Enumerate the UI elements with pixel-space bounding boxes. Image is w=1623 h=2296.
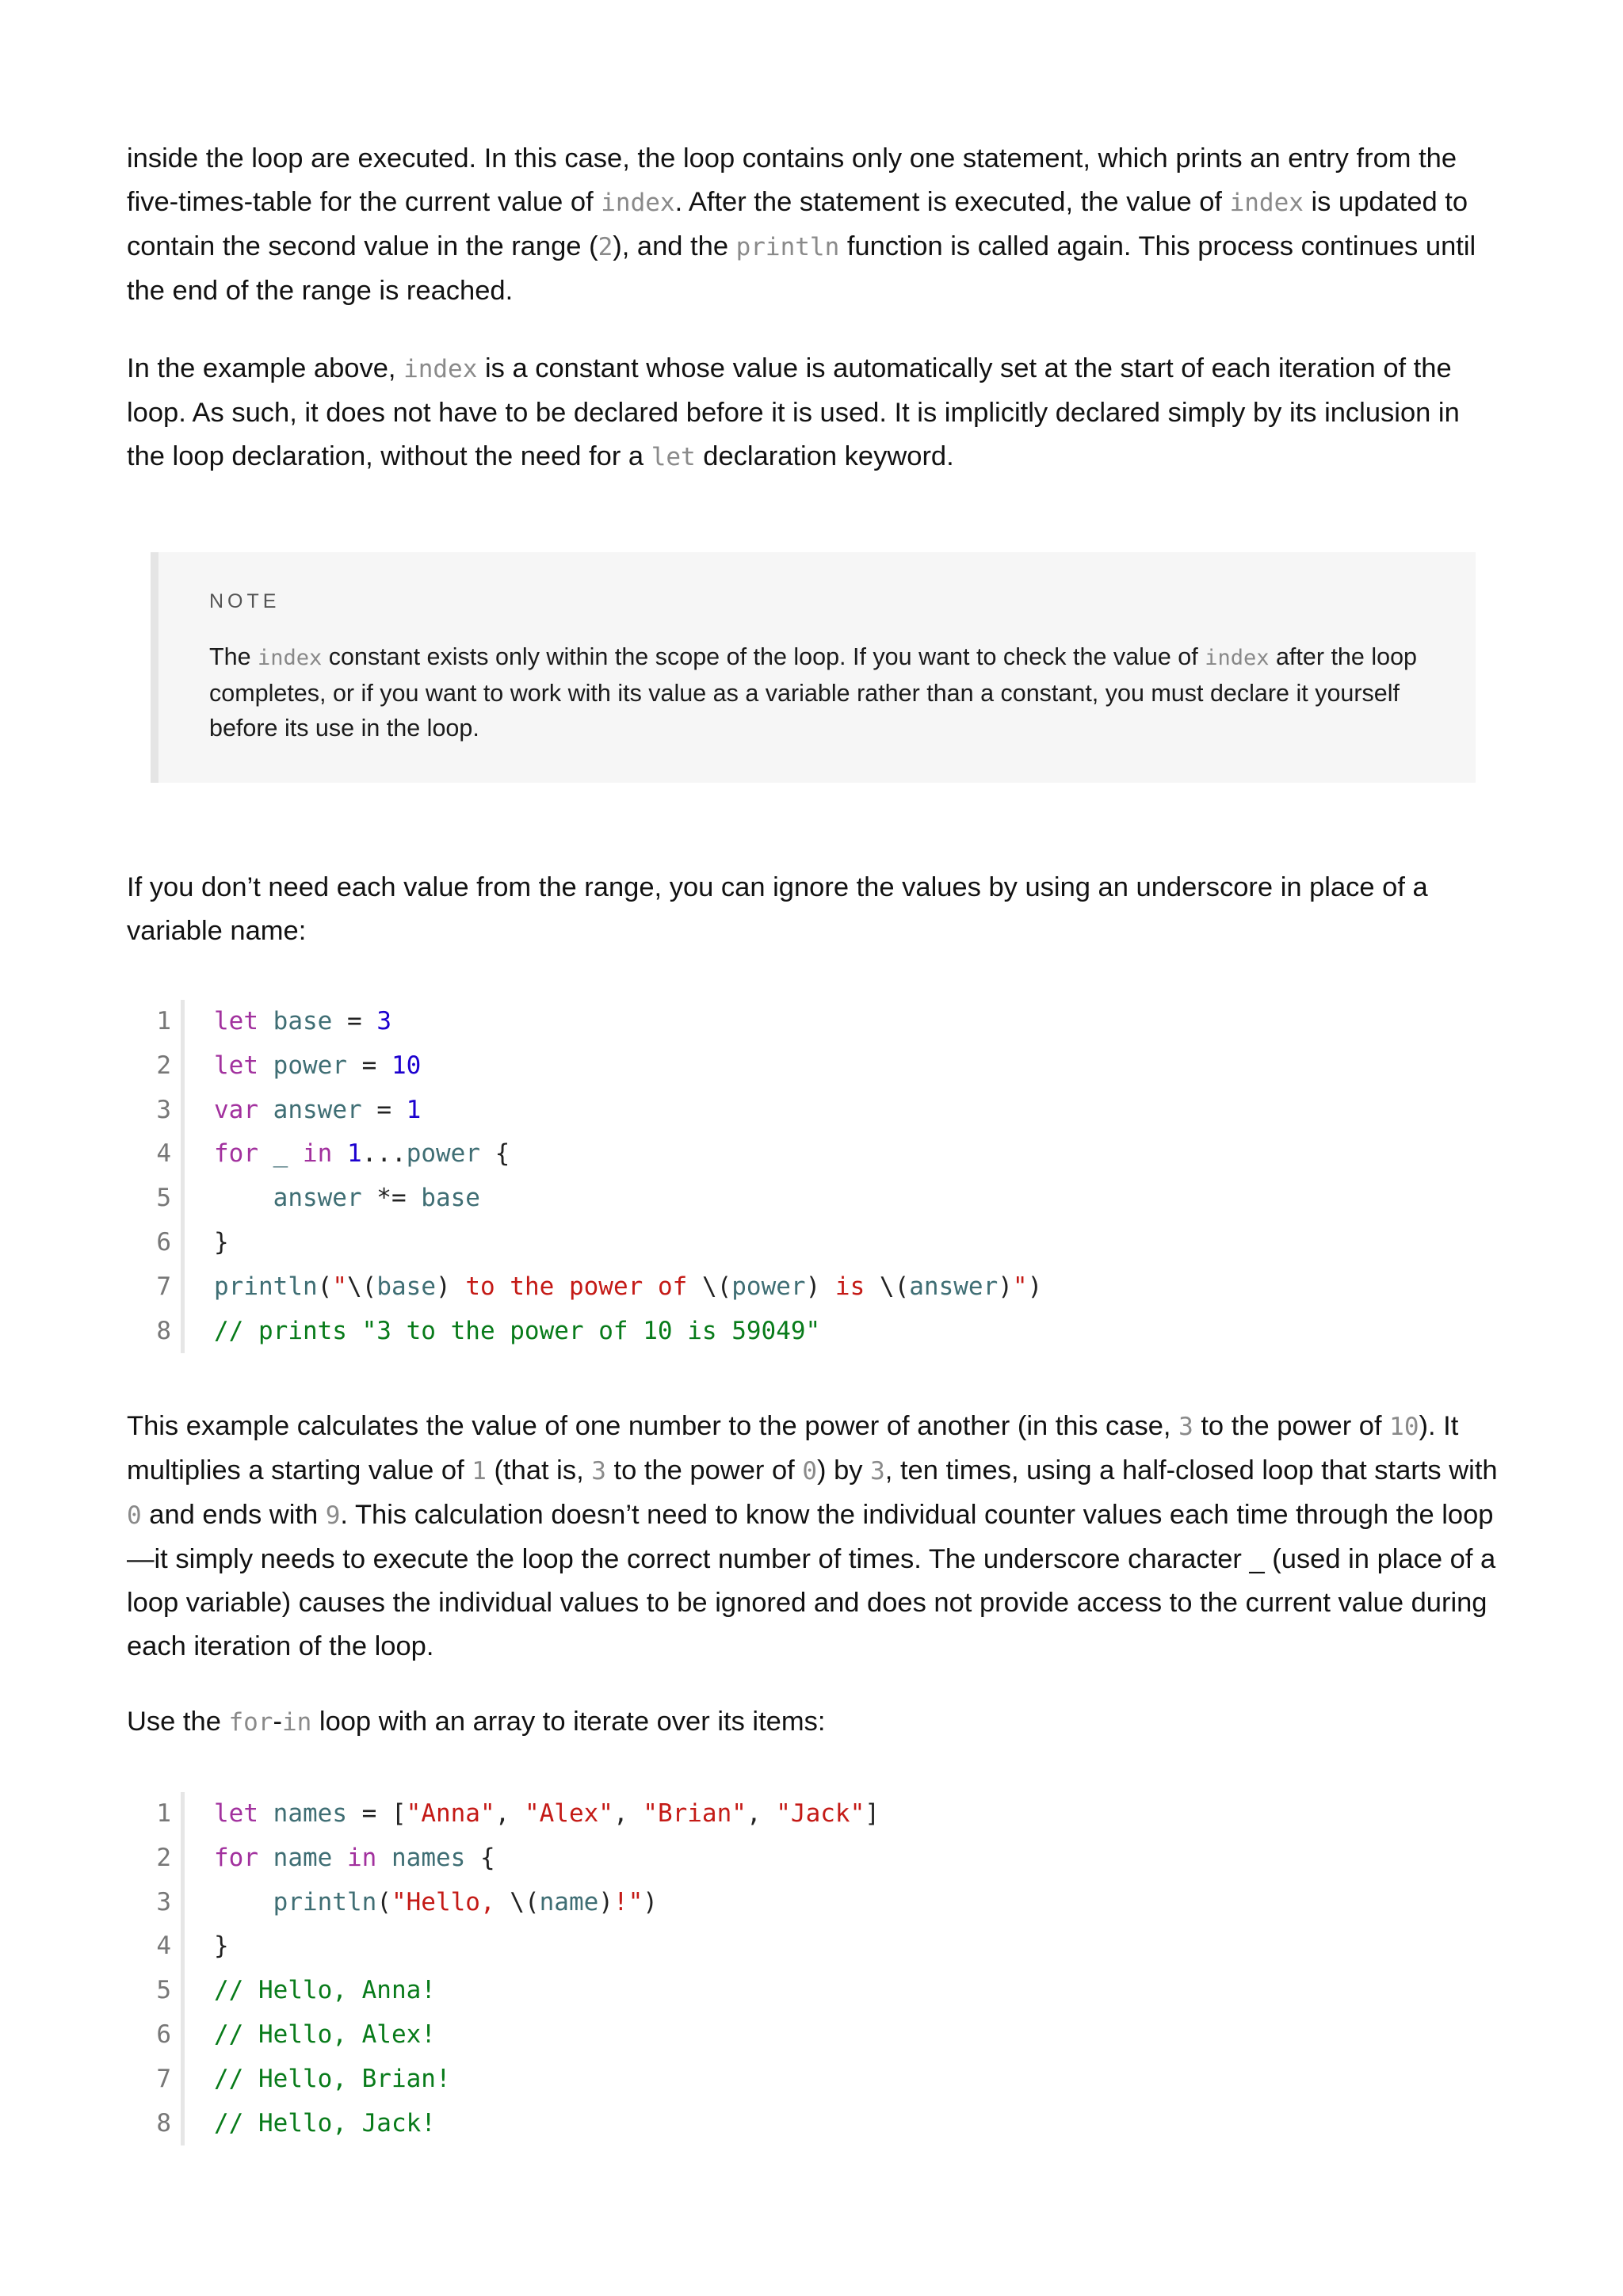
token (258, 1139, 273, 1168)
text: inside the loop are executed. In this case, the loop contains only one statement, which prints an entry from the five-times-table for the current value of (127, 143, 1457, 217)
token: ) (805, 1272, 821, 1301)
line-number: 7 (156, 2064, 171, 2093)
token (258, 1096, 273, 1124)
token: } (214, 1227, 229, 1257)
token: ( (376, 1887, 391, 1917)
text: loop with an array to iterate over its items: (311, 1707, 826, 1737)
inline-code: index (601, 189, 675, 217)
code-line (127, 1132, 1236, 1177)
code-line (127, 1881, 1236, 1925)
note-box (151, 552, 1476, 783)
token: { (465, 1843, 495, 1872)
code-line (127, 1310, 1236, 1354)
inline-code: index (403, 355, 478, 383)
line-number: 1 (156, 1007, 171, 1035)
inline-code: 9 (325, 1501, 341, 1530)
line-number: 2 (156, 1051, 171, 1080)
code-text (214, 2102, 436, 2146)
paragraph-index-constant (127, 347, 1498, 479)
token: ( (317, 1272, 333, 1301)
code-line (127, 1969, 1236, 2013)
code-line (127, 1265, 1236, 1310)
token: \( (510, 1887, 540, 1917)
token: base (421, 1184, 480, 1213)
token: = (347, 1051, 391, 1080)
inline-code: let (651, 443, 696, 471)
inline-code: index (1205, 646, 1270, 670)
token: "Hello, (391, 1887, 510, 1917)
token: \( (701, 1272, 732, 1301)
line-number: 2 (156, 1843, 171, 1872)
text: . This calculation doesn’t need to know the individual counter values each time through the loop—it simply needs to execute the loop the correct number of times. The underscore character _ (used in place of a loop variable) causes the individual values to be ignored and does not provide access to the current value during each iteration of the loop. (127, 1500, 1496, 1661)
inline-code: 1 (472, 1457, 487, 1486)
inline-code: index (258, 646, 323, 670)
token (258, 1844, 273, 1872)
text: constant exists only within the scope of the loop. If you want to check the value of (322, 643, 1205, 670)
token: "Brian" (643, 1799, 747, 1828)
text: and ends with (141, 1500, 326, 1530)
token: { (480, 1139, 510, 1169)
line-number: 8 (156, 2108, 171, 2138)
token: for (214, 1139, 258, 1169)
code-text (214, 1265, 1042, 1310)
inline-code: println (735, 233, 840, 261)
token: answer (909, 1272, 999, 1301)
token: println (214, 1272, 318, 1301)
token: in (303, 1139, 333, 1169)
token: = (361, 1095, 407, 1124)
code-text (214, 1177, 480, 1221)
paragraph-underscore-intro (127, 866, 1498, 953)
token: \( (347, 1272, 377, 1301)
token: to the power of (450, 1272, 702, 1301)
text: to the power of (605, 1455, 803, 1486)
token: base (376, 1272, 436, 1301)
code-line (127, 1089, 1236, 1133)
token: "Anna" (406, 1799, 495, 1828)
token: let (214, 1051, 258, 1080)
token: answer (273, 1184, 362, 1213)
token: // Hello, Anna! (214, 1976, 436, 2005)
line-number: 6 (156, 1227, 171, 1257)
inline-code: 3 (870, 1457, 885, 1486)
code-line (127, 1836, 1236, 1881)
token: let (214, 1007, 258, 1035)
token: _ (273, 1139, 288, 1169)
text: . After the statement is executed, the value of (674, 187, 1230, 217)
token: , (613, 1799, 643, 1828)
paragraph-power-explanation (127, 1405, 1498, 1669)
code-line (127, 2102, 1236, 2146)
text: , ten times, using a half-closed loop that starts with (884, 1455, 1498, 1486)
line-number: 4 (156, 1139, 171, 1169)
inline-code: 3 (591, 1457, 606, 1486)
text: If you don’t need each value from the range, you can ignore the values by using an underscore in place of a variable name: (127, 872, 1428, 946)
token: is (820, 1272, 880, 1301)
text: ). It multiplies a starting value of (127, 1411, 1459, 1486)
token (214, 1888, 273, 1917)
token (376, 1844, 391, 1872)
line-number: 5 (156, 1184, 171, 1213)
code-text (214, 1969, 436, 2013)
inline-code: 0 (802, 1457, 818, 1486)
code-text (214, 1132, 510, 1177)
token: !" (613, 1887, 643, 1917)
token: power (731, 1272, 806, 1301)
token: 1 (347, 1139, 362, 1169)
token: answer (273, 1095, 362, 1124)
token: ... (361, 1139, 407, 1169)
code-text (214, 1221, 229, 1265)
token (214, 1184, 273, 1212)
text: declaration keyword. (695, 441, 954, 471)
text: ) by (817, 1455, 871, 1486)
paragraph-for-in-array (127, 1700, 1498, 1745)
token: } (214, 1932, 229, 1961)
token: // Hello, Alex! (214, 2019, 436, 2049)
code-block-power (127, 1000, 1236, 1353)
line-number: 4 (156, 1932, 171, 1961)
code-text (214, 1000, 391, 1044)
token: " (332, 1272, 347, 1301)
token: power (406, 1139, 481, 1169)
line-number: 7 (156, 1272, 171, 1301)
code-text (214, 1792, 880, 1836)
token: // Hello, Jack! (214, 2108, 436, 2138)
code-text (214, 1881, 658, 1925)
code-text (214, 1044, 421, 1089)
token: = (332, 1007, 377, 1035)
token: for (214, 1843, 258, 1872)
inline-code: 0 (127, 1501, 142, 1530)
token (332, 1844, 347, 1872)
token: 3 (376, 1007, 391, 1035)
note-title: NOTE (209, 590, 281, 612)
token (258, 1799, 273, 1828)
token: power (273, 1051, 347, 1080)
token: ) (643, 1887, 658, 1917)
token: "Jack" (776, 1799, 865, 1828)
code-text (214, 2058, 451, 2102)
token: \( (879, 1272, 910, 1301)
inline-code: index (1229, 189, 1304, 217)
token: ) (1027, 1272, 1043, 1301)
token: println (273, 1887, 377, 1917)
token: // prints "3 to the power of 10 is 59049" (214, 1316, 821, 1345)
inline-code: 10 (1389, 1413, 1419, 1441)
inline-code: 2 (598, 233, 613, 261)
paragraph-loop-execution (127, 137, 1498, 313)
code-line (127, 1044, 1236, 1089)
token: name (539, 1887, 599, 1917)
code-text (214, 2013, 436, 2058)
code-line (127, 2013, 1236, 2058)
code-text (214, 1924, 229, 1969)
token: , (495, 1799, 525, 1828)
token: 1 (406, 1095, 422, 1124)
token: " (1012, 1272, 1028, 1301)
token: *= (361, 1184, 422, 1213)
text: This example calculates the value of one number to the power of another (in this case, (127, 1411, 1179, 1441)
code-block-names (127, 1792, 1236, 2145)
token: ] (865, 1799, 880, 1828)
token: names (391, 1843, 466, 1872)
text: after the loop completes, or if you want to work with its value as a variable rather than a constant, you must declare it yourself before its use in the loop. (209, 643, 1417, 742)
code-line (127, 1924, 1236, 1969)
line-number: 5 (156, 1976, 171, 2005)
inline-code: for (228, 1708, 273, 1737)
code-line (127, 2058, 1236, 2102)
line-number: 8 (156, 1316, 171, 1345)
code-line (127, 1792, 1236, 1836)
code-line (127, 1177, 1236, 1221)
text: function is called again. This process continues until the end of the range is reached. (127, 231, 1476, 306)
code-text (214, 1836, 495, 1881)
token: ) (435, 1272, 451, 1301)
text: ), and the (613, 231, 736, 261)
token: var (214, 1095, 258, 1124)
inline-code: in (281, 1708, 312, 1737)
token: ) (598, 1887, 613, 1917)
code-line (127, 1221, 1236, 1265)
token: name (273, 1843, 333, 1872)
line-number: 3 (156, 1095, 171, 1124)
line-number: 3 (156, 1887, 171, 1917)
text: is updated to contain the second value in the range ( (127, 187, 1468, 261)
token: , (746, 1799, 777, 1828)
token: base (273, 1007, 333, 1035)
line-number: 1 (156, 1799, 171, 1828)
text: is a constant whose value is automatically set at the start of each iteration of the loop. As such, it does not have to be declared before it is used. It is implicitly declared simply by its inclusion in the loop declaration, without the need for a (127, 353, 1460, 471)
token (258, 1007, 273, 1035)
token: ) (998, 1272, 1013, 1301)
line-number: 6 (156, 2019, 171, 2049)
token: // Hello, Brian! (214, 2064, 451, 2093)
token: let (214, 1799, 258, 1828)
text: The (209, 643, 258, 670)
code-text (214, 1089, 421, 1133)
text: - (273, 1707, 282, 1737)
text: Use the (127, 1707, 229, 1737)
text: (that is, (486, 1455, 592, 1486)
token: names (273, 1799, 347, 1828)
token: "Alex" (524, 1799, 613, 1828)
code-line (127, 1000, 1236, 1044)
note-body (209, 639, 1430, 746)
token: = [ (347, 1799, 407, 1828)
inline-code: 3 (1178, 1413, 1193, 1441)
token: in (347, 1843, 377, 1872)
token (258, 1051, 273, 1080)
code-text (214, 1310, 820, 1354)
text: to the power of (1193, 1411, 1390, 1441)
token (288, 1139, 303, 1168)
text: In the example above, (127, 353, 404, 383)
token: 10 (391, 1051, 422, 1080)
token (332, 1139, 347, 1168)
